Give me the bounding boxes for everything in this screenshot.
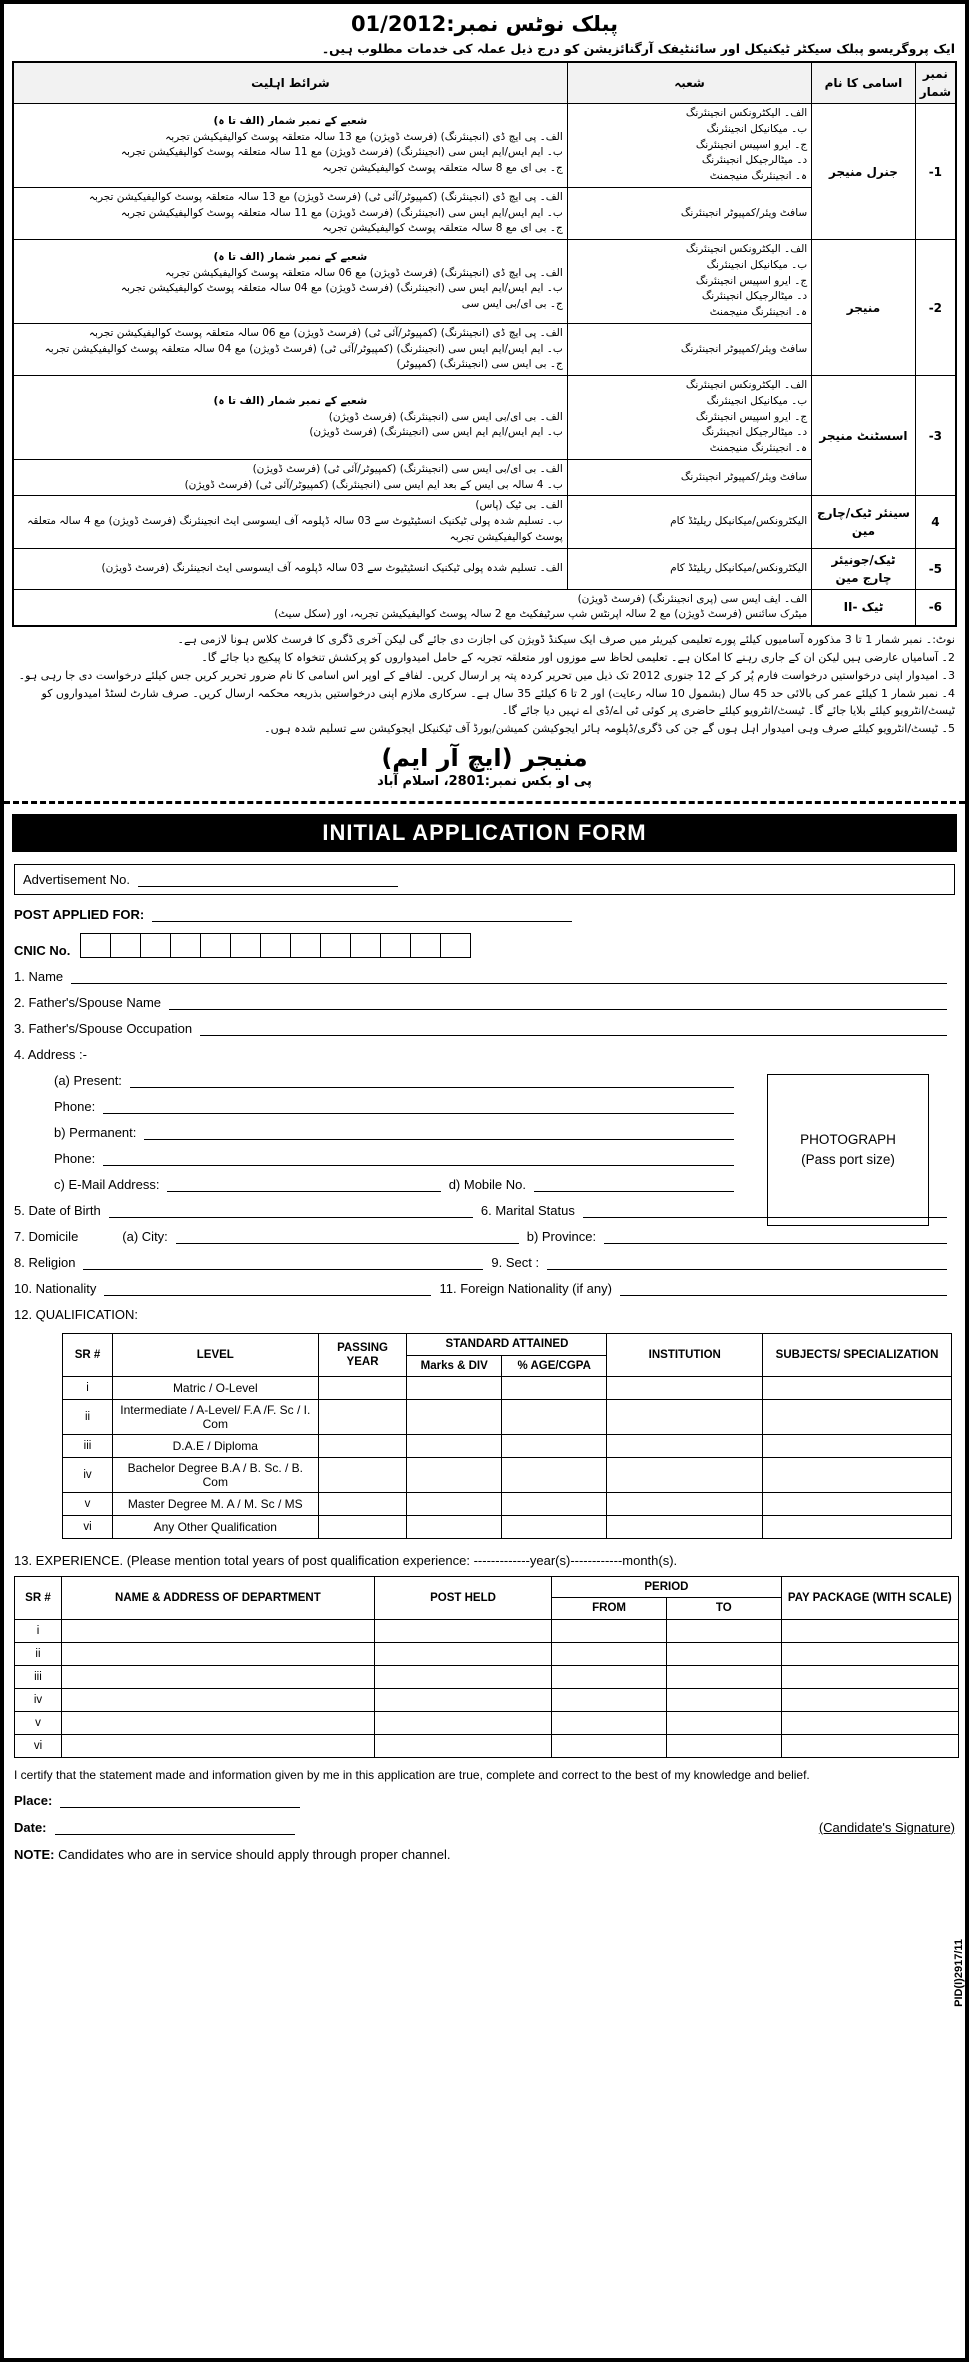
text-line: الف۔ پی ایچ ڈی (انجینئرنگ) (فرسٹ ڈویژن) مع 13 سالہ متعلقہ پوسٹ کوالیفیکیشن تجربہ (165, 130, 563, 143)
text-line: د۔ میٹالرجیکل انجینئرنگ (701, 154, 808, 167)
email-mobile-row (54, 1177, 742, 1192)
text-line: د۔ میٹالرجیکل انجینئرنگ (701, 290, 808, 303)
province-label: b) Province: (526, 1229, 597, 1245)
father-name-input-line[interactable] (169, 995, 947, 1010)
exp-post-cell[interactable] (374, 1665, 551, 1688)
text-line: الف۔ الیکٹرونکس انجینئرنگ (685, 379, 808, 391)
text-line: 3۔ امیدوار اپنی درخواستیں درخواست فارم پُر کر کے 12 جنوری 2012 تک ذیل میں تحریر کردہ پتہ پر ارسال کریں۔ لفافے کے اوپر اس اسامی کا نام ضرور تحریر کریں جس کیلئے درخواست دی جا رہی ہو۔ (18, 669, 955, 683)
qual-institution-cell[interactable] (607, 1400, 763, 1435)
place-label: Place: (14, 1792, 53, 1808)
sect-label: 9. Sect : (491, 1255, 540, 1271)
city-input-line[interactable] (176, 1229, 519, 1244)
job-row-junior-tech (13, 548, 956, 589)
exp-to-cell[interactable] (666, 1734, 781, 1757)
post-tech-2: ٹیک -II (812, 589, 916, 626)
qual-year-cell[interactable] (318, 1493, 407, 1516)
text-line: الف۔ پی ایچ ڈی (انجینئرنگ) (کمپیوٹر/آئی ٹی) (فرسٹ ڈویژن) مع 06 سالہ متعلقہ پوسٹ کوالیفیکیشن تجربہ (88, 326, 563, 339)
text-line: الف۔ تسلیم شدہ پولی ٹیکنیک انسٹیٹیوٹ سے 03 سالہ ڈپلومہ آف ایسوسی ایٹ انجینئرنگ (فرسٹ ڈویژن) (101, 561, 563, 574)
phone2-label: Phone: (54, 1151, 96, 1167)
exp-pay-cell[interactable] (781, 1688, 958, 1711)
text-line: ب۔ تسلیم شدہ پولی ٹیکنیک انسٹیٹیوٹ سے 03 سالہ ڈپلومہ آف ایسوسی ایٹ انجینئرنگ (فرسٹ ڈویژن) مع 4 سالہ متعلقہ پوسٹ کوالیفیکیشن تجربہ (27, 515, 563, 543)
cnic-digit-box[interactable] (380, 933, 411, 958)
text-line: الف۔ بی ای/بی ایس سی (انجینئرنگ) (فرسٹ ڈویژن) (328, 410, 563, 423)
qual-sr-i: i (63, 1377, 113, 1400)
discipline-gm-software: سافٹ ویئر/کمپیوٹر انجینئرنگ (567, 187, 811, 239)
experience-heading-tail: -------------year(s)------------month(s). (473, 1553, 678, 1569)
text-line: ب۔ ایم ایس/ایم ایم ایس سی (انجینئرنگ) (فرسٹ ڈویژن) (309, 426, 563, 439)
exp-header-sr: SR # (15, 1577, 62, 1620)
qualification-table (62, 1333, 952, 1539)
job-row-general-manager (13, 104, 956, 188)
eligibility-gm-software (13, 187, 567, 239)
address-label: 4. Address :- (14, 1047, 87, 1063)
father-name-label: 2. Father's/Spouse Name (14, 995, 161, 1011)
text-line: ب۔ ایم ایس/ایم ایس سی (انجینئرنگ) (فرسٹ ڈویژن) مع 11 سالہ متعلقہ پوسٹ کوالیفیکیشن تجربہ (120, 206, 563, 219)
qual-cgpa-cell[interactable] (501, 1493, 607, 1516)
qual-institution-cell[interactable] (607, 1377, 763, 1400)
exp-pay-cell[interactable] (781, 1642, 958, 1665)
city-label: (a) City: (122, 1229, 168, 1245)
qualification-heading-row (14, 1307, 955, 1322)
text-line: 5۔ ٹیسٹ/انٹرویو کیلئے صرف وہی امیدوار اہل ہوں گے جن کی ڈگری/ڈپلومہ ہائر ایجوکیشن کمیشن/بورڈ آف ٹیکنیکل ایجوکیشن سے تسلیم شدہ ہوں۔ (264, 722, 955, 736)
cnic-digit-box[interactable] (260, 933, 291, 958)
cnic-digit-box[interactable] (410, 933, 441, 958)
experience-row (15, 1688, 959, 1711)
qual-header-marks: Marks & DIV (407, 1355, 501, 1376)
phone1-label: Phone: (54, 1099, 96, 1115)
exp-dept-cell[interactable] (61, 1665, 374, 1688)
father-occupation-row (14, 1021, 955, 1036)
qual-subjects-cell[interactable] (763, 1516, 952, 1539)
qual-subjects-cell[interactable] (763, 1435, 952, 1458)
discipline-junior-tech: الیکٹرونکس/میکانیکل ریلیٹڈ کام (567, 548, 811, 589)
exp-dept-cell[interactable] (61, 1711, 374, 1734)
job-row-manager (13, 240, 956, 324)
serial-3: 3- (915, 376, 956, 496)
qual-sr-v: v (63, 1493, 113, 1516)
exp-dept-cell[interactable] (61, 1688, 374, 1711)
exp-post-cell[interactable] (374, 1688, 551, 1711)
qual-cgpa-cell[interactable] (501, 1458, 607, 1493)
present-address-input-line[interactable] (130, 1073, 734, 1088)
sect-input-line[interactable] (547, 1255, 947, 1270)
qual-cgpa-cell[interactable] (501, 1400, 607, 1435)
text-line: ہ۔ انجینئرنگ منیجمنٹ (709, 306, 808, 318)
qual-row-intermediate (63, 1400, 952, 1435)
qual-marks-cell[interactable] (407, 1458, 501, 1493)
photograph-box (767, 1074, 929, 1226)
discipline-manager-software: سافٹ ویئر/کمپیوٹر انجینئرنگ (567, 323, 811, 375)
phone2-row (54, 1151, 742, 1166)
domicile-row (14, 1229, 955, 1244)
qual-header-subjects: SUBJECTS/ SPECIALIZATION (763, 1334, 952, 1377)
notice-title: پبلک نوٹس نمبر:01/2012 (350, 12, 619, 36)
qual-institution-cell[interactable] (607, 1435, 763, 1458)
post-senior-tech: سینئر ٹیک/چارج مین (812, 496, 916, 548)
exp-to-cell[interactable] (666, 1642, 781, 1665)
qual-marks-cell[interactable] (407, 1435, 501, 1458)
photograph-label: PHOTOGRAPH (800, 1132, 896, 1148)
place-input-line[interactable] (60, 1793, 300, 1808)
dob-input-line[interactable] (109, 1203, 473, 1218)
eligibility-manager-software (13, 323, 567, 375)
mobile-label: d) Mobile No. (448, 1177, 526, 1193)
foreign-nationality-input-line[interactable] (620, 1281, 947, 1296)
name-label: 1. Name (14, 969, 64, 985)
text-line: الف۔ الیکٹرونکس انجینئرنگ (685, 243, 808, 255)
qual-institution-cell[interactable] (607, 1493, 763, 1516)
experience-row (15, 1665, 959, 1688)
qual-year-cell[interactable] (318, 1458, 407, 1493)
serial-1: 1- (915, 104, 956, 240)
text-line: ب۔ میکانیکل انجینئرنگ (706, 122, 808, 135)
qual-marks-cell[interactable] (407, 1377, 501, 1400)
job-row-senior-tech (13, 496, 956, 548)
eligibility-header-1: شعبے کے نمبر شمار (الف تا ہ) (213, 114, 368, 127)
qual-cgpa-cell[interactable] (501, 1516, 607, 1539)
text-line: ب۔ 4 سالہ بی ایس کے بعد ایم ایس سی (انجینئرنگ) (کمپیوٹر/آئی ٹی) (فرسٹ ڈویژن) (184, 478, 563, 491)
qual-sr-ii: ii (63, 1400, 113, 1435)
eligibility-list-2 (18, 266, 563, 313)
exp-from-cell[interactable] (552, 1642, 667, 1665)
text-line: ج۔ بی ای مع 8 سالہ متعلقہ پوسٹ کوالیفیکیشن تجربہ (322, 162, 563, 175)
advertisement-box (14, 864, 955, 895)
qual-level-other: Any Other Qualification (113, 1516, 319, 1539)
mobile-input-line[interactable] (534, 1177, 734, 1192)
notice-address: پی او بکس نمبر:2801، اسلام آباد (377, 774, 592, 790)
marital-label: 6. Marital Status (480, 1203, 575, 1219)
religion-sect-row (14, 1255, 955, 1270)
present-address-label: (a) Present: (54, 1073, 122, 1089)
nationality-input-line[interactable] (104, 1281, 431, 1296)
cnic-digit-box[interactable] (320, 933, 351, 958)
cnic-boxes (80, 933, 471, 958)
qual-marks-cell[interactable] (407, 1493, 501, 1516)
father-name-row (14, 995, 955, 1010)
exp-post-cell[interactable] (374, 1642, 551, 1665)
eligibility-senior-tech (13, 496, 567, 548)
job-row-assistant-manager (13, 376, 956, 460)
qual-level-bachelor: Bachelor Degree B.A / B. Sc. / B. Com (113, 1458, 319, 1493)
text-line: ج۔ بی ایس سی (انجینئرنگ) (کمپیوٹر) (396, 358, 563, 371)
qual-level-dae: D.A.E / Diploma (113, 1435, 319, 1458)
text-line: ج۔ ایرو اسپیس انجینئرنگ (695, 410, 808, 423)
exp-to-cell[interactable] (666, 1665, 781, 1688)
cnic-digit-box[interactable] (110, 933, 141, 958)
eligibility-header-3: شعبے کے نمبر شمار (الف تا ہ) (213, 394, 368, 407)
cnic-digit-box[interactable] (350, 933, 381, 958)
text-line: ج۔ ایرو اسپیس انجینئرنگ (695, 138, 808, 151)
exp-dept-cell[interactable] (61, 1734, 374, 1757)
cnic-digit-box[interactable] (80, 933, 111, 958)
address-row (14, 1047, 955, 1062)
cnic-digit-box[interactable] (170, 933, 201, 958)
certification-statement: I certify that the statement made and information given by me in this application are true, complete and correct to the best of my knowledge and belief. (14, 1767, 810, 1782)
column-header-discipline: شعبہ (567, 62, 811, 104)
text-line: الف۔ الیکٹرونکس انجینئرنگ (685, 107, 808, 119)
eligibility-list-1 (18, 130, 563, 177)
cnic-digit-box[interactable] (200, 933, 231, 958)
text-line: ہ۔ انجینئرنگ منیجمنٹ (709, 442, 808, 454)
cnic-row (14, 933, 955, 958)
exp-from-cell[interactable] (552, 1688, 667, 1711)
father-occupation-label: 3. Father's/Spouse Occupation (14, 1021, 193, 1037)
qual-cgpa-cell[interactable] (501, 1377, 607, 1400)
post-general-manager: جنرل منیجر (812, 104, 916, 240)
qual-marks-cell[interactable] (407, 1516, 501, 1539)
place-row (14, 1793, 955, 1808)
qual-level-intermediate: Intermediate / A-Level/ F.A /F. Sc / I. Com (113, 1400, 319, 1435)
qual-header-institution: INSTITUTION (607, 1334, 763, 1377)
post-manager: منیجر (812, 240, 916, 376)
text-line: الف۔ بی ٹیک (پاس) (475, 499, 563, 512)
discipline-senior-tech: الیکٹرونکس/میکانیکل ریلیٹڈ کام (567, 496, 811, 548)
text-line: نوٹ:۔ نمبر شمار 1 تا 3 مذکورہ آسامیوں کیلئے پورے تعلیمی کیریئر میں صرف ایک سیکنڈ ڈویژن کی اجازت دی جائے گی لیکن آخری ڈگری کا فرسٹ کلاس ہونا لازمی ہے۔ (177, 633, 955, 646)
notice-notes (12, 627, 957, 740)
advertisement-input-line[interactable] (138, 872, 398, 887)
text-line: ب۔ ایم ایس/ایم ایس سی (انجینئرنگ) (کمپیوٹر/آئی ٹی) (فرسٹ ڈویژن) مع 04 سالہ متعلقہ پوسٹ کوالیفیکیشن تجربہ (44, 342, 563, 355)
qual-sr-vi: vi (63, 1516, 113, 1539)
eligibility-general-manager (13, 104, 567, 188)
advertisement-label: Advertisement No. (23, 872, 130, 888)
exp-from-cell[interactable] (552, 1734, 667, 1757)
qual-subjects-cell[interactable] (763, 1377, 952, 1400)
qual-header-level: LEVEL (113, 1334, 319, 1377)
exp-to-cell[interactable] (666, 1688, 781, 1711)
qual-row-bachelor (63, 1458, 952, 1493)
qual-sr-iv: iv (63, 1458, 113, 1493)
eligibility-header-2: شعبے کے نمبر شمار (الف تا ہ) (213, 250, 368, 263)
exp-from-cell[interactable] (552, 1665, 667, 1688)
pid-reference: PID(I)2917/11 (953, 1939, 965, 2007)
eligibility-manager (13, 240, 567, 324)
qual-sr-iii: iii (63, 1435, 113, 1458)
serial-6: 6- (915, 589, 956, 626)
exp-sr-v: v (15, 1711, 62, 1734)
nationality-label: 10. Nationality (14, 1281, 97, 1297)
qual-row-master (63, 1493, 952, 1516)
notice-signature: منیجر (ایچ آر ایم) (381, 744, 588, 773)
experience-row (15, 1711, 959, 1734)
candidate-signature-label: (Candidate's Signature) (818, 1819, 955, 1835)
experience-heading-text: 13. EXPERIENCE. (Please mention total years of post qualification experience: (14, 1553, 470, 1569)
phone1-input-line[interactable] (103, 1099, 734, 1114)
qual-institution-cell[interactable] (607, 1516, 763, 1539)
exp-header-to: TO (666, 1598, 781, 1619)
qual-row-other (63, 1516, 952, 1539)
dob-label: 5. Date of Birth (14, 1203, 101, 1219)
qual-header-passing-year: PASSING YEAR (318, 1334, 407, 1377)
qualification-label: 12. QUALIFICATION: (14, 1307, 139, 1323)
exp-from-cell[interactable] (552, 1619, 667, 1642)
jobs-header-row (13, 62, 956, 104)
application-form (12, 852, 957, 1862)
text-line: ب۔ ایم ایس/ایم ایس سی (انجینئرنگ) (فرسٹ ڈویژن) مع 11 سالہ متعلقہ پوسٹ کوالیفیکیشن تجربہ (120, 146, 563, 159)
qual-header-standard: STANDARD ATTAINED (407, 1334, 607, 1355)
exp-header-from: FROM (552, 1598, 667, 1619)
religion-label: 8. Religion (14, 1255, 76, 1271)
eligibility-am-software (13, 459, 567, 496)
exp-header-dept: NAME & ADDRESS OF DEPARTMENT (61, 1577, 374, 1620)
email-label: c) E-Mail Address: (54, 1177, 160, 1193)
eligibility-assistant-manager (13, 376, 567, 460)
eligibility-list-3 (18, 410, 563, 442)
text-line: 4۔ نمبر شمار 1 کیلئے عمر کی بالائی حد 45 سال (بشمول 10 سالہ رعایت) اور 2 تا 6 کیلئے 35 سال ہے۔ سرکاری ملازم اپنی درخواستیں بذریعہ محکمہ ارسال کریں۔ صرف شارٹ لسٹڈ امیدواروں کو ٹیسٹ/انٹرویو کیلئے بلایا جائے گا۔ ٹیسٹ/انٹرویو کیلئے حاضری پر کوئی ٹی اے/ڈی اے نہیں دیا جائے گا۔ (41, 687, 955, 718)
exp-sr-iv: iv (15, 1688, 62, 1711)
foreign-nationality-label: 11. Foreign Nationality (if any) (439, 1281, 612, 1297)
experience-row (15, 1642, 959, 1665)
cnic-digit-box[interactable] (140, 933, 171, 958)
qual-header-cgpa: % AGE/CGPA (501, 1355, 607, 1376)
qual-level-matric: Matric / O-Level (113, 1377, 319, 1400)
qual-cgpa-cell[interactable] (501, 1435, 607, 1458)
experience-header-row-1 (15, 1577, 959, 1598)
cnic-digit-box[interactable] (440, 933, 471, 958)
text-line: ج۔ بی ای/بی ایس سی (461, 298, 563, 311)
qual-institution-cell[interactable] (607, 1458, 763, 1493)
exp-header-post: POST HELD (374, 1577, 551, 1620)
text-line: میٹرک سائنس (فرسٹ ڈویژن) مع 2 سالہ اپرنٹس شپ سرٹیفکیٹ مع 2 سالہ پوسٹ کوالیفیکیشن تجربہ، اور (سکل سیٹ) (274, 608, 808, 621)
exp-pay-cell[interactable] (781, 1619, 958, 1642)
form-note-text: Candidates who are in service should apply through proper channel. (58, 1846, 451, 1862)
post-assistant-manager: اسسٹنٹ منیجر (812, 376, 916, 496)
qual-row-dae (63, 1435, 952, 1458)
disciplines-assistant-manager (567, 376, 811, 460)
text-line: الف۔ بی ای/بی ایس سی (انجینئرنگ) (کمپیوٹر/آئی ٹی) (فرسٹ ڈویژن) (252, 462, 563, 475)
father-occupation-input-line[interactable] (200, 1021, 947, 1036)
phone1-row (54, 1099, 742, 1114)
jobs-table (12, 61, 957, 627)
text-line: 2۔ آسامیاں عارضی ہیں لیکن ان کے جاری رہنے کا امکان ہے۔ تعلیمی لحاظ سے موزوں اور متعلقہ تجربہ کے حامل امیدواروں کو پرکشش تنخواہ کا پیکیج دیا جائے گا۔ (201, 651, 955, 665)
exp-pay-cell[interactable] (781, 1711, 958, 1734)
text-line: ہ۔ انجینئرنگ منیجمنٹ (709, 170, 808, 182)
name-row (14, 969, 955, 984)
text-line: ج۔ بی ای مع 8 سالہ متعلقہ پوسٹ کوالیفیکیشن تجربہ (322, 222, 563, 235)
cut-dashed-line (4, 801, 965, 804)
urdu-notice-section (12, 10, 957, 793)
exp-pay-cell[interactable] (781, 1734, 958, 1757)
present-address-row (54, 1073, 742, 1088)
cnic-label: CNIC No. (14, 943, 71, 959)
exp-pay-cell[interactable] (781, 1665, 958, 1688)
form-note-label: NOTE: (14, 1846, 55, 1862)
form-title-bar: INITIAL APPLICATION FORM (12, 814, 957, 852)
name-input-line[interactable] (71, 969, 947, 984)
column-header-eligibility: شرائط اہلیت (13, 62, 567, 104)
discipline-am-software: سافٹ ویئر/کمپیوٹر انجینئرنگ (567, 459, 811, 496)
notice-intro: ایک پروگریسو پبلک سیکٹر ٹیکنیکل اور سائنٹیفک آرگنائزیشن کو درج ذیل عملہ کی خدمات مطلوب ہیں۔ (321, 41, 955, 56)
text-line: ب۔ ایم ایس/ایم ایس سی (انجینئرنگ) (فرسٹ ڈویژن) مع 04 سالہ متعلقہ پوسٹ کوالیفیکیشن تجربہ (120, 282, 563, 295)
serial-4: 4 (915, 496, 956, 548)
disciplines-manager (567, 240, 811, 324)
post-junior-tech: ٹیک/جونیئر چارج مین (812, 548, 916, 589)
post-applied-row (14, 907, 955, 922)
exp-sr-vi: vi (15, 1734, 62, 1757)
text-line: ج۔ ایرو اسپیس انجینئرنگ (695, 274, 808, 287)
permanent-address-input-line[interactable] (144, 1125, 734, 1140)
serial-5: 5- (915, 548, 956, 589)
phone2-input-line[interactable] (103, 1151, 734, 1166)
qual-marks-cell[interactable] (407, 1400, 501, 1435)
qual-subjects-cell[interactable] (763, 1458, 952, 1493)
date-input-line[interactable] (55, 1820, 295, 1835)
qual-subjects-cell[interactable] (763, 1493, 952, 1516)
cnic-digit-box[interactable] (230, 933, 261, 958)
email-input-line[interactable] (167, 1177, 440, 1192)
disciplines-general-manager (567, 104, 811, 188)
experience-heading (14, 1553, 955, 1568)
post-applied-input-line[interactable] (152, 907, 572, 922)
exp-header-period: PERIOD (552, 1577, 781, 1598)
exp-from-cell[interactable] (552, 1711, 667, 1734)
permanent-address-row (54, 1125, 742, 1140)
date-signature-row (14, 1820, 955, 1835)
exp-to-cell[interactable] (666, 1711, 781, 1734)
post-applied-label: POST APPLIED FOR: (14, 907, 145, 923)
text-line: ب۔ میکانیکل انجینئرنگ (706, 394, 808, 407)
nationality-row (14, 1281, 955, 1296)
text-line: الف۔ ایف ایس سی (پری انجینئرنگ) (فرسٹ ڈویژن) (577, 592, 808, 605)
photograph-sublabel: (Pass port size) (801, 1152, 895, 1168)
exp-sr-i: i (15, 1619, 62, 1642)
text-line: د۔ میٹالرجیکل انجینئرنگ (701, 426, 808, 439)
serial-2: 2- (915, 240, 956, 376)
column-header-serial: نمبر شمار (915, 62, 956, 104)
eligibility-tech-2 (13, 589, 812, 626)
eligibility-junior-tech (13, 548, 567, 589)
date-label: Date: (14, 1819, 47, 1835)
exp-post-cell[interactable] (374, 1711, 551, 1734)
province-input-line[interactable] (604, 1229, 947, 1244)
exp-sr-iii: iii (15, 1665, 62, 1688)
qual-year-cell[interactable] (318, 1377, 407, 1400)
form-note (14, 1847, 955, 1862)
column-header-post: اسامی کا نام (812, 62, 916, 104)
exp-to-cell[interactable] (666, 1619, 781, 1642)
exp-header-pay: PAY PACKAGE (WITH SCALE) (781, 1577, 958, 1620)
domicile-label: 7. Domicile (14, 1229, 79, 1245)
qualification-header-row-1 (63, 1334, 952, 1355)
text-line: الف۔ پی ایچ ڈی (انجینئرنگ) (فرسٹ ڈویژن) مع 06 سالہ متعلقہ پوسٹ کوالیفیکیشن تجربہ (165, 266, 563, 279)
text-line: ب۔ میکانیکل انجینئرنگ (706, 258, 808, 271)
experience-row (15, 1734, 959, 1757)
exp-dept-cell[interactable] (61, 1619, 374, 1642)
exp-sr-ii: ii (15, 1642, 62, 1665)
qual-level-master: Master Degree M. A / M. Sc / MS (113, 1493, 319, 1516)
qual-row-matric (63, 1377, 952, 1400)
religion-input-line[interactable] (83, 1255, 483, 1270)
qual-year-cell[interactable] (318, 1435, 407, 1458)
exp-post-cell[interactable] (374, 1734, 551, 1757)
job-row-tech-2 (13, 589, 956, 626)
qual-year-cell[interactable] (318, 1400, 407, 1435)
cnic-digit-box[interactable] (290, 933, 321, 958)
qual-year-cell[interactable] (318, 1516, 407, 1539)
experience-row (15, 1619, 959, 1642)
text-line: الف۔ پی ایچ ڈی (انجینئرنگ) (کمپیوٹر/آئی ٹی) (فرسٹ ڈویژن) مع 13 سالہ متعلقہ پوسٹ کوالیفیکیشن تجربہ (88, 190, 563, 203)
qual-header-sr: SR # (63, 1334, 113, 1377)
experience-table (14, 1576, 959, 1758)
qual-subjects-cell[interactable] (763, 1400, 952, 1435)
permanent-address-label: b) Permanent: (54, 1125, 137, 1141)
exp-post-cell[interactable] (374, 1619, 551, 1642)
exp-dept-cell[interactable] (61, 1642, 374, 1665)
